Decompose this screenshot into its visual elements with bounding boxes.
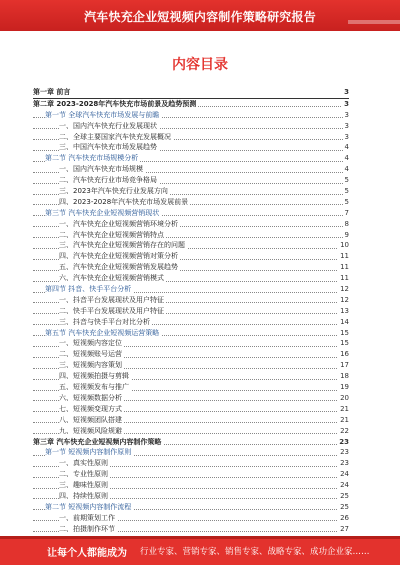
toc-entry[interactable] — [33, 208, 349, 219]
toc-entry[interactable] — [33, 295, 349, 306]
toc-entry-title: 二、短视频账号运营 — [59, 350, 122, 359]
toc-entry[interactable] — [33, 87, 349, 99]
toc-entry-title: 九、短视频风险规避 — [59, 426, 122, 435]
toc-entry[interactable] — [33, 404, 349, 415]
toc-entry-title: 一、汽车快充企业短视频营销环境分析 — [59, 219, 178, 228]
toc-entry-title: 三、抖音与快手平台对比分析 — [59, 317, 150, 326]
toc-entry[interactable] — [33, 426, 349, 437]
toc-entry[interactable] — [33, 186, 349, 197]
header-decoration — [348, 20, 400, 24]
toc-entry[interactable] — [33, 415, 349, 426]
toc-entry-title: 五、短视频发布与推广 — [59, 383, 129, 392]
toc-entry-page: 8 — [344, 219, 349, 228]
toc-entry-title: 四、2023-2028年汽车快充市场发展前景 — [59, 197, 189, 206]
report-header-bar — [0, 0, 400, 31]
table-of-contents — [33, 86, 349, 535]
toc-entry-title: 一、国内汽车快充行业发展现状 — [59, 121, 157, 130]
toc-entry-page: 25 — [340, 502, 349, 511]
toc-entry[interactable] — [33, 284, 349, 295]
toc-entry-page: 24 — [340, 470, 349, 479]
toc-entry-page: 5 — [344, 197, 349, 206]
toc-entry-title: 四、短视频拍摄与剪辑 — [59, 372, 129, 381]
toc-entry-page: 4 — [344, 154, 349, 163]
footer-divider — [0, 536, 400, 539]
toc-entry-page: 9 — [344, 230, 349, 239]
toc-entry[interactable] — [33, 447, 349, 458]
toc-entry-page: 12 — [340, 285, 349, 294]
toc-entry[interactable] — [33, 230, 349, 241]
toc-entry-page: 15 — [340, 339, 349, 348]
toc-entry-page: 3 — [344, 99, 349, 108]
toc-entry-title: 四、汽车快充企业短视频营销对策分析 — [59, 252, 178, 261]
toc-entry[interactable] — [33, 240, 349, 251]
toc-entry[interactable] — [33, 251, 349, 262]
toc-entry-title: 二、汽车快充行业市场竞争格局 — [59, 176, 157, 185]
toc-entry-title: 二、快手平台发展现状及用户特征 — [59, 306, 164, 315]
toc-entry-title: 六、短视频数据分析 — [59, 393, 122, 402]
toc-entry[interactable] — [33, 469, 349, 480]
footer-tags: 行业专家、营销专家、销售专家、战略专家、成功企业家…… — [140, 547, 370, 557]
toc-entry-page: 18 — [340, 372, 349, 381]
toc-entry[interactable] — [33, 382, 349, 393]
toc-entry-page: 26 — [340, 513, 349, 522]
toc-entry[interactable] — [33, 164, 349, 175]
toc-entry-title: 第二章 2023-2028年汽车快充市场前景及趋势预测 — [33, 99, 197, 108]
toc-entry[interactable] — [33, 273, 349, 284]
toc-entry[interactable] — [33, 393, 349, 404]
toc-entry[interactable] — [33, 153, 349, 164]
toc-entry-page: 19 — [340, 383, 349, 392]
toc-entry-title: 第三节 汽车快充企业短视频营销现状 — [45, 208, 160, 217]
toc-entry-title: 二、全球主要国家汽车快充发展概况 — [59, 132, 171, 141]
toc-entry-page: 22 — [340, 426, 349, 435]
toc-entry-title: 第一节 全球汽车快充市场发展与前瞻 — [45, 110, 160, 119]
toc-entry-page: 23 — [340, 448, 349, 457]
toc-entry[interactable] — [33, 502, 349, 513]
toc-entry-title: 四、持续性原则 — [59, 491, 108, 500]
toc-entry-title: 二、专业性原则 — [59, 470, 108, 479]
toc-entry[interactable] — [33, 360, 349, 371]
toc-entry-page: 20 — [340, 393, 349, 402]
toc-entry-title: 第一章 前言 — [33, 88, 71, 96]
toc-entry[interactable] — [33, 175, 349, 186]
toc-entry-title: 一、抖音平台发展现状及用户特征 — [59, 295, 164, 304]
toc-entry-page: 25 — [340, 491, 349, 500]
toc-entry-page: 12 — [340, 295, 349, 304]
toc-entry[interactable] — [33, 513, 349, 524]
toc-entry-page: 10 — [340, 241, 349, 250]
toc-entry-title: 一、前期策划工作 — [59, 513, 115, 522]
toc-entry[interactable] — [33, 524, 349, 535]
toc-entry-page: 3 — [344, 121, 349, 130]
report-title: 汽车快充企业短视频内容制作策略研究报告 — [84, 10, 316, 24]
toc-entry[interactable] — [33, 480, 349, 491]
toc-entry[interactable] — [33, 219, 349, 230]
toc-entry-title: 三、中国汽车快充市场发展趋势 — [59, 143, 157, 152]
toc-entry[interactable] — [33, 458, 349, 469]
toc-entry-title: 五、汽车快充企业短视频营销发展趋势 — [59, 263, 178, 272]
toc-entry[interactable] — [33, 437, 349, 448]
toc-entry[interactable] — [33, 338, 349, 349]
toc-entry-title: 第二节 短视频内容制作流程 — [45, 502, 132, 511]
toc-entry[interactable] — [33, 262, 349, 273]
toc-entry[interactable] — [33, 317, 349, 328]
toc-entry-title: 二、拍摄制作环节 — [59, 524, 115, 533]
toc-entry-title: 二、汽车快充企业短视频营销特点 — [59, 230, 164, 239]
toc-entry[interactable] — [33, 142, 349, 153]
toc-entry-title: 三、汽车快充企业短视频营销存在的问题 — [59, 241, 185, 250]
toc-entry-title: 七、短视频变现方式 — [59, 404, 122, 413]
toc-entry-page: 7 — [344, 208, 349, 217]
toc-entry-page: 11 — [340, 263, 349, 272]
toc-entry[interactable] — [33, 121, 349, 132]
toc-entry[interactable] — [33, 349, 349, 360]
toc-entry-title: 第一节 短视频内容制作原则 — [45, 448, 132, 457]
toc-entry[interactable] — [33, 328, 349, 339]
toc-entry[interactable] — [33, 491, 349, 502]
toc-entry-page: 16 — [340, 350, 349, 359]
toc-entry-page: 15 — [340, 328, 349, 337]
toc-entry-page: 11 — [340, 274, 349, 283]
toc-entry-title: 第三章 汽车快充企业短视频内容制作策略 — [33, 437, 162, 446]
toc-entry-page: 3 — [344, 110, 349, 119]
toc-entry-page: 3 — [344, 88, 349, 96]
toc-entry-title: 一、真实性原则 — [59, 459, 108, 468]
toc-entry-page: 3 — [344, 132, 349, 141]
toc-entry-page: 5 — [344, 187, 349, 196]
toc-entry-page: 24 — [340, 481, 349, 490]
footer-slogan: 让每个人都能成为 — [47, 548, 127, 559]
toc-entry[interactable] — [33, 110, 349, 121]
toc-entry-title: 六、汽车快充企业短视频营销模式 — [59, 274, 164, 283]
footer-banner — [0, 536, 400, 565]
toc-entry-title: 三、趣味性原则 — [59, 481, 108, 490]
toc-entry-title: 第五节 汽车快充企业短视频运营策略 — [45, 328, 160, 337]
toc-entry-title: 第四节 抖音、快手平台分析 — [45, 285, 132, 294]
toc-entry-page: 11 — [340, 252, 349, 261]
toc-entry-page: 21 — [340, 415, 349, 424]
toc-entry-page: 5 — [344, 176, 349, 185]
toc-entry-title: 一、国内汽车快充市场规模 — [59, 165, 143, 174]
toc-entry-title: 八、短视频团队搭建 — [59, 415, 122, 424]
toc-entry[interactable] — [33, 197, 349, 208]
toc-entry[interactable] — [33, 306, 349, 317]
toc-entry-page: 17 — [340, 361, 349, 370]
toc-entry-page: 21 — [340, 404, 349, 413]
toc-entry-title: 三、短视频内容策划 — [59, 361, 122, 370]
toc-entry-page: 13 — [340, 306, 349, 315]
toc-heading: 内容目录 — [172, 57, 228, 73]
toc-entry[interactable] — [33, 371, 349, 382]
toc-entry-page: 14 — [340, 317, 349, 326]
toc-entry-page: 4 — [344, 143, 349, 152]
toc-entry-page: 27 — [340, 524, 349, 533]
toc-entry-page: 4 — [344, 165, 349, 174]
toc-entry[interactable] — [33, 99, 349, 110]
toc-entry-page: 23 — [339, 437, 349, 446]
toc-entry-page: 23 — [340, 459, 349, 468]
toc-entry[interactable] — [33, 132, 349, 143]
toc-entry-title: 三、2023年汽车快充行业发展方向 — [59, 187, 168, 196]
toc-entry-title: 一、短视频内容定位 — [59, 339, 122, 348]
toc-entry-title: 第二节 汽车快充市场规模分析 — [45, 154, 139, 163]
